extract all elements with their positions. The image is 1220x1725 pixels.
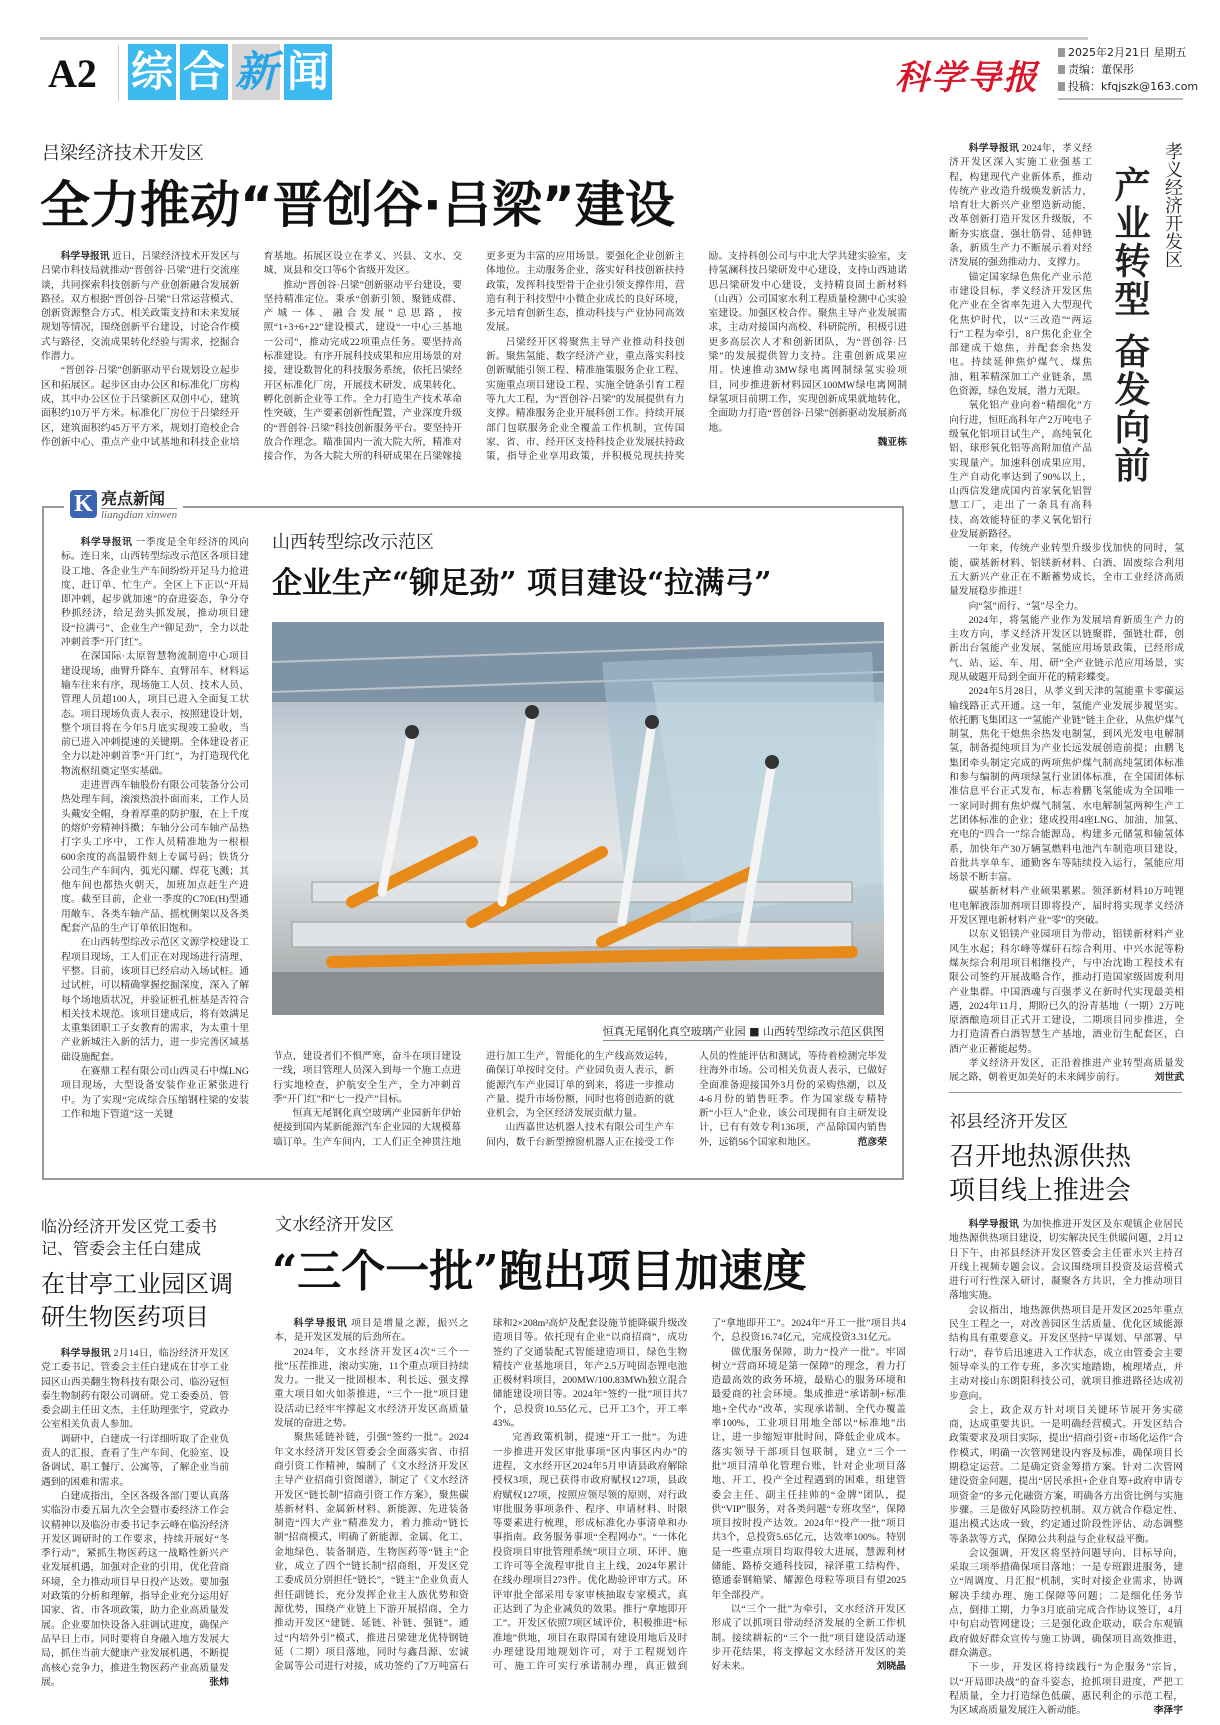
article-headline: 企业生产“铆足劲” 项目建设“拉满弓” xyxy=(272,566,772,601)
author: 范彦荣 xyxy=(857,1136,887,1148)
paragraph: 在赛鼎工程有限公司山西灵石中煤LNG项目现场，大型设备安装作业正紧张进行中。为了实现“完成综合压缩钢柱梁的安装工作和地下管道”这一关键 xyxy=(61,1065,249,1120)
paragraph xyxy=(274,1317,469,1346)
paragraph: 吕梁经开区将聚焦主导产业推动科技创新。聚焦氢能、数字经济产业，重点落实科技创新赋能引领工程、精准施策服务企业工程、实施重点项目建设工程、实施全链条引育工程等九大工程，为“晋创谷·吕梁”的发展提供有力支撑。精准服务企业开展科创工作。持续开展部门包联服务企业全覆盖工作机制，宣传国家、省、市、经开区支持科技企业发展扶持政策，指导企业享用政策，并积极兑现扶持奖励。支持科创公司与中北大学共建实验室，支持氢澜科技吕梁研发中心建设，支持山西迪诺思吕梁研发中心建设，支持精良固土新材料（山西）公司国家水利工程质量检测中心实验室建设。加强区校合作。聚焦主导产业发展需求，主动对接国内高校、科研院所，积极引进更多高层次人才和创新团队，为“晋创谷·吕梁”的发展提供智力支持。注重创新成果应用。快速推动3MW绿电离网制绿氢实验项目，同步推进新材料园区100MW绿电离网制绿氢项目前期工作，实现创新成果就地转化，全面助力打造“晋创谷·吕梁”创新驱动发展新高地。 xyxy=(486,251,907,463)
badge-pinyin: liangdian xinwen xyxy=(101,509,178,521)
paragraph xyxy=(41,1490,229,1690)
k-logo-icon: K xyxy=(70,490,97,518)
article-body xyxy=(41,1347,229,1690)
paragraph: 会议强调，开发区将坚持问题导向、目标导向，采取三项举措确保项目落地：一是专班跟进服务，建立“周调度、月汇报”机制，实时对接企业需求，协调解决手续办理、施工保障等问题；二是细化任务节点，倒排工期，力争3月底前完成合作协议签订，4月中旬启动管网建设；三是强化政企联动，联合东观镇政府做好群众宣传与施工协调，确保项目高效推进，群众满意。 xyxy=(949,1547,1183,1659)
divider xyxy=(118,45,119,101)
factory-photo xyxy=(272,622,884,1015)
top-rule xyxy=(40,37,1088,40)
author: 魏亚栋 xyxy=(877,436,907,448)
badge-title: 亮点新闻 xyxy=(101,489,166,508)
paragraph-text: 一季度是全年经济的风向标。连日来，山西转型综改示范区各项目建设工地、各企业生产车间纷纷开足马力抢进度、赶订单、忙生产。全区上下正以“开局即冲刺，起步就加速”的奋进姿态，争分夺秒抓经济，给足劲头抓发展，推动项目建设“拉满弓”、企业生产“铆足劲”，全力以赴冲刺首季“开门红”。 xyxy=(61,537,250,649)
masthead-logo: 科学导报 xyxy=(895,58,1039,98)
editor: 责编：董保彤 xyxy=(1058,61,1198,78)
paragraph: 向“氢”而行、“氢”尽全力。 xyxy=(968,600,1084,612)
divider xyxy=(1058,98,1183,100)
page-number: A2 xyxy=(48,51,97,96)
divider xyxy=(949,1092,1182,1093)
paragraph xyxy=(949,1218,1183,1304)
article-kicker: 临汾经济开发区党工委书记、管委会主任白建成 xyxy=(41,1217,218,1258)
paragraph xyxy=(711,1603,906,1674)
article-kicker: 文水经济开发区 xyxy=(275,1215,394,1235)
paragraph: 在深国际·太原智慧物流制造中心项目建设现场，曲臂升降车、直臂吊车、材料运输车往来有序，现场施工人员、技术人员、管理人员超100人，项目已进入全面复工状态。项目现场负责人表示，按照建设计划，整个项目将在今年5月底实现竣工验收，当前已进入冲刺提速的关键期。全体建设者正全力以赴冲刺首季“开门红”，为打造现代化物流枢纽奠定坚实基础。 xyxy=(61,651,249,777)
article-headline: “三个一批”跑出项目加速度 xyxy=(272,1246,807,1297)
article-headline: 产业转型 奋发向前 xyxy=(1109,166,1151,485)
paragraph: 走进晋西车轴股份有限公司装备分公司热处理车间，滚滚热浪扑面而来，工作人员头戴安全帽，身着厚重的防护服，在上千度的熔炉旁精神抖擞；车轴分公司车轴产品热打字头工序中，工作人员精准地为一根根600余度的高温锻件刻上专属号码；铁货分公司生产车间内，弧光闪耀、焊花飞溅；其他车间也都热火朝天，加班加点赶生产进度。截至目前，企业一季度的C70E(H)型通用敞车、各类车轴产品、摇枕侧架以及各类配套产品的生产订单依旧饱和。 xyxy=(61,780,249,935)
paragraph: 恒真无尾钢化真空玻璃产业园新年伊始便接到国内某新能源汽车企业园的大规模幕墙订单。生产车间内，工人们正全神贯注地进行加工生产，智能化的生产线高效运转，确保订单按时交付。产业园负责人表示，新能源汽车产业园订单的到来，将进一步推动产量、提升市场份额，同时也将创造新的就业机会，为全区经济发展贡献力量。 xyxy=(273,1051,674,1148)
author: 张炜 xyxy=(209,1676,229,1688)
paragraph: 推动“晋创谷·吕梁”创新驱动平台建设，要坚持精准定位。秉承“创新引领、聚链成群、产城一体、融合发展”总思路，按照“1+3+6+22”建设模式，建设“一中心三基地一公司”，推动完成22项重点任务。要坚持高标准建设。有序开展科技成果和应用场景的对接，建设数智化的科技服务系统，依托吕梁经开区标准化厂房，开展技术研发、成果转化、孵化创新企业等工作。全力打造生产技术革命性突破，生产要素创新性配置，产业深度升级的“晋创谷·吕梁”科技创新服务平台。要坚持开放合作理念。瞄准国内一流大院大所，精准对接合作，为各大院大所的科研成果在吕梁嫁接更多更为丰富的应用场景。要强化企业创新主体地位。主动服务企业，落实好科技创新扶持政策，发挥科技型骨干企业引领支撑作用，营造有利于科技型中小微企业成长的良好环境，多元培育创新生态，推动科技与产业协同高效发展。 xyxy=(263,251,685,463)
lead-tag: 科学导报讯 xyxy=(968,143,1020,154)
author: 李泽宇 xyxy=(1153,1705,1183,1717)
paragraph-text: 项目是增量之源，振兴之本，是开发区发展的后劲所在。 xyxy=(274,1318,469,1344)
article-headline: 全力推动“晋创谷·吕梁”建设 xyxy=(40,176,675,234)
lead-tag: 科学导报讯 xyxy=(293,1318,348,1329)
paragraph xyxy=(949,1661,1183,1718)
paragraph: 2024年，文水经济开发区4次“三个一批”压茬推进，滚动实施，11个重点项目持续发力。一批又一批固根本、利长远、强支撑重大项目如火如荼推进，“三个一批”项目建设活动已经牢牢撑起文水经济开发区高质量发展的奋进之势。 xyxy=(274,1346,469,1430)
lead-tag: 科学导报讯 xyxy=(60,251,110,262)
article-kicker: 孝义经济开发区 xyxy=(1162,142,1183,268)
paragraph-text: 以“三个一批”为牵引，文水经济开发区形成了以抓项目带动经济发展的全新工作机制。接续耕耘的“三个一批”项目建设活动逐步开花结果，将支撑起文水经济开发区的美好未来。 xyxy=(711,1603,906,1673)
paragraph: 以东义铝镁产业园项目为带动，铝镁新材料产业风生水起；科尔峰等煤矸石综合利用、中兴水泥等粉煤灰综合利用项目相继投产，与中冶沈勘工程技术有限公司签约开展战略合作，推动打造国家级固废利用产业集群。中国酒魂与百强孝义在新时代实现最美相遇，2024年11月，期盼已久的汾青基地（一期）2万吨原酒酿造项目正式开工建设，二期项目同步推进，全力打造清香白酒智慧生产基地，酒业衍生配套区，白酒产业正蓄能起势。 xyxy=(949,929,1184,1055)
box-article-bottom-columns xyxy=(273,1050,887,1150)
headline-line: 召开地热源供热 xyxy=(949,1142,1132,1172)
section-title xyxy=(128,44,332,100)
section-char: 新 xyxy=(232,44,280,100)
section-char: 综 xyxy=(128,44,176,100)
paragraph: 节点，建设者们不惧严寒，奋斗在项目建设一线，项目管理人员深入到每一个施工点进行实地检查，护航安全生产，全力冲刺首季“开门红”和“七一投产”目标。 xyxy=(273,1051,461,1105)
paragraph xyxy=(61,536,249,650)
author: 刘世武 xyxy=(1154,1072,1184,1084)
paragraph-text: 白建成指出，全区各级各部门要认真落实临汾市委五届九次全会暨市委经济工作会议精神以及临汾市委书记李云峰在临汾经济开发区调研时的工作要求，持续开展好“冬季行动”，紧抓生物医药这一战略性新兴产业发展机遇，加强对企业的引用，优化营商环境，全力推动项目早日投产达效。要加强对政策的分析和理解，指导企业充分运用好国家、省、市各项政策，助力企业高质量发展。企业要加快设备入驻调试进度，确保产品早日上市。同时要将自身融入地方发展大局，抓住当前大健康产业发展机遇，不断提高核心竞争力，推进生物医药产业高质量发展。 xyxy=(41,1490,229,1688)
paragraph xyxy=(41,250,240,364)
paragraph: 一年来，传统产业转型升级步伐加快的同时，氢能、碳基新材料、铝镁新材料、白酒、固废综合利用五大新兴产业正在不断蓄势成长，全市工业经济高质量发展稳步推进！ xyxy=(949,543,1184,598)
paragraph: 会议指出，地热源供热项目是开发区2025年重点民生工程之一，对改善园区生活质量、优化区域能源结构具有重要意义。开发区坚持“早谋划、早部署、早行动”，春节后迅速进入工作状态，成立由管委会主要领导牵头的工作专班，多次实地踏勘，梳理堵点，并主动对接山东朗阳科技公司，就项目推进路径达成初步意向。 xyxy=(949,1304,1183,1402)
paragraph: “晋创谷·吕梁”创新驱动平台规划设立起步区和拓展区。起步区由办公区和标准化厂房构成，其中办公区位于吕梁新区双创中心，建筑面积约10万平方米。标准化厂房位于吕梁经开区，建筑面积约45万平方米，规划打造校企合作创新中心、重点产业中试基地和科技企业培育基地。拓展区设立在孝义、兴县、文水、交城、岚县和交口等6个省级开发区。 xyxy=(41,251,462,448)
paragraph-text: 为加快推进开发区及东观镇企业居民地热源供热项目建设，切实解决民生供暖问题，2月12日下午，由祁县经济开发区管委会主任霍永兴主持召开线上视频专题会议。会议围绕项目投资及运营模式进行可行性深入研讨，凝聚各方共识，全力推动项目落地实施。 xyxy=(949,1219,1184,1302)
article-body xyxy=(949,1218,1183,1718)
paragraph: 碳基新材料产业硕果累累。领泽新材料10万吨锂电电解液添加剂项目即将投产，届时将实现孝义经济开发区锂电新材料产业“零”的突破。 xyxy=(949,886,1184,927)
lead-tag: 科学导报讯 xyxy=(968,1219,1020,1230)
paragraph-text: 2024年，孝义经济开发区深入实施工业强基工程，构建现代产业新体系，推动传统产业改造升级焕发新活力，培育壮大新兴产业塑造新动能，改革创新打造开发区升级版，不断夯实底盘、强壮筋骨、延伸链条，新质生产力不断展示着对经济发展的强劲推动力、支撑力。 xyxy=(949,143,1093,269)
author: 刘晓晶 xyxy=(876,1661,906,1673)
lead-tag: 科学导报讯 xyxy=(80,537,133,548)
highlight-news-badge xyxy=(64,490,183,522)
paragraph-text: 下一步，开发区将持续践行“为企服务”宗旨，以“开局即决战”的奋斗姿态，抢抓项目进度，严把工程质量，全力打造绿色低碳、惠民利企的示范工程，为区域高质量发展注入新动能。 xyxy=(949,1662,1183,1717)
paragraph xyxy=(949,1057,1184,1086)
section-char: 闻 xyxy=(284,44,332,100)
paragraph: 氧化铝产业向着“精细化”方向行进，恒旺高科年产2万吨电子级氧化铝项目试生产，高纯氧化铝、球形氧化铝等高附加值产品实现量产。加速科创成果应用，生产自动化率达到了90%以上，山西信发建成国内首家氧化铝智慧工厂，走出了一条具有高科技、高效能特征的孝义氧化铝行业发展新路径。 xyxy=(949,400,1092,541)
paragraph: 做优服务保障，助力“投产一批”。牢固树立“营商环境是第一保障”的理念，着力打造最高效的政务环境，最贴心的服务环境和最爱商的社会环境。集成推进“承诺制+标准地+全代办”改革，实现承诺制、全代办覆盖率100%，工业项目用地全部以“标准地”出让，进一步缩短审批时间，降低企业成本。落实领导干部项目包联制，建立“三个一批”项目清单化管理台账，针对企业项目落地、开工、投产全过程遇到的困难，组建管委会主任、副主任挂帅的“金牌”团队，提供“VIP”服务，对各类问题“专班攻坚”，保障项目按时投产达效。2024年“投产一批”项目共3个，总投资5.65亿元，达效率100%。特别是一些重点项目均取得较大进展，慧源利材储能、路桥交通科技园，禄泽重工结构件、德通泰钢箱梁、耀源色母粒等项目有望2025年全部投产。 xyxy=(711,1346,906,1601)
article-body xyxy=(41,250,907,464)
paragraph-text: 山西嘉世达机器人技术有限公司生产车间内，数千台新型擦窗机器人正在接受工作人员的性能评估和测试，等待着检测完毕发往海外市场。公司相关负责人表示，已做好全面准备迎接国外3月份的采购热潮，以及4-6月份的销售旺季。作为国家级专精特新“小巨人”企业，该公司现拥有自主研发设计，已有有效专利136项，产品除国内销售外，远销56个国家和地区。 xyxy=(486,1051,887,1148)
contribute-email: 投稿：kfqjszk@163.com xyxy=(1058,78,1198,95)
paragraph xyxy=(41,1347,229,1433)
photo-caption: 恒真无尾钢化真空玻璃产业园 ■ 山西转型综改示范区供图 xyxy=(603,1023,884,1041)
paragraph: 在山西转型综改示范区文源学校建设工程项目现场，工人们正在对现场进行清理、平整。目前，该项目已经启动入场试桩。通过试桩，可以精确掌握挖掘深度，深入了解每个场地质状况，并验证桩孔桩基是否符合相关技术规范。该项目建成后，将有效满足太重集团职工子女教育的需求，为太重十里产业新城注入新的活力，进一步完善区域基础设施配套。 xyxy=(61,937,249,1063)
paragraph: 完善政策机制，提速“开工一批”。为进一步推进开发区审批事项“区内事区内办”的进程，文水经开区2024年5月申请县政府解除授权3项，现已获得市政府赋权127项，县政府赋权127项，按照应领尽领的原则，对行政审批服务事项条件、程序、申请材料、时限等要素进行梳理，形成标准化办事清单和办事指南。政务服务事项“全程网办”。“一体化投资项目审批管理系统”项目立项、环评、施工许可等全流程审批自主上线，2024年累计在线办理项目273件。优化勘验评审方式。环评审批全部采用专家审核抽取专家模式，真正达到了为企业减负的效果。推行“拿地即开工”。开发区依照7项区域评价，积极推进“标准地”供地，项目在取得国有建设用地后及时办理建设用地规划许可，对于工程规划许可、施工许可实行承诺制办理，真正做到了“拿地即开工”。2024年“开工一批”项目共4个，总投资16.74亿元，完成投资3.31亿元。 xyxy=(492,1318,906,1673)
paragraph: 2024年5月28日，从孝义到天津的氢能重卡零碳运输线路正式开通。这一年，氢能产业发展步履坚实。依托鹏飞集团这一“氢能产业链”链主企业，从焦炉煤气制氢，焦化干熄焦余热发电制氢，到风光发电电解制氢，制备提纯项目为产业长远发展创造前提；由鹏飞集团牵头制定完成的两项焦炉煤气制高纯氢团体标准和参与编制的两项绿氢行业团体标准，在全国团体标准信息平台正式发布，标志着鹏飞氢能成为全国唯一一家同时拥有焦炉煤气制氢、水电解制氢两种生产工艺团体标准的企业；建成投用4座LNG、加油、加氢、充电的“四合一”综合能源岛，构建多元储氢和输氢体系，加快年产30万辆氢燃料电池汽车制造项目建设，首批共享单车、通勤客车等陆续投入运行，氢能应用场景不断丰富。 xyxy=(949,686,1184,884)
paragraph: 聚焦延链补链，引强“签约一批”。2024年文水经济开发区管委会全面落实省、市招商引资工作精神，编制了《文水经济开发区主导产业招商引资图谱》，制定了《文水经济开发区“链长制”招商引资工作方案》，聚焦碳基新材料、金属新材料、新能源、先进装备制造“四大产业”精准发力，着力推动“链长制”招商模式，明确了新能源、金属、化工、金地绿色、装备制造、生物医药等“链主”企业，成立了四个“链长制”招商组，开发区党工委成员分别担任“链长”，“链主”企业负责人担任副链长，充分发挥企业主人族优势和资源优势，围绕产业链上下游开展招商，全力推动开发区“建链、延链、补链、强链”。通过“内培外引”模式，推进吕梁建龙优特钢链延（二期）项目落地，同时与鑫昌源、宏诚金属等公司进行对接，成功签约了7万吨富石球和2×208m³高炉及配套设施节能降碳升级改造项目等。依托现有企业“以商招商”，成功签约了交通装配式智能建造项目，绿色生物精技产业基地项目，年产2.5万吨固态锂电池正极材料项目，200MW/100.83MWh独立混合储能建设项目等。2024年“签约一批”项目共7个，总投资10.55亿元，已开工3个，开工率43%。 xyxy=(274,1318,688,1673)
xiaoyi-article xyxy=(949,142,1184,1086)
article-kicker: 祁县经济开发区 xyxy=(949,1112,1068,1132)
section-char: 合 xyxy=(180,44,228,100)
paragraph: 2024年，将氢能产业作为发展培育新质生产力的主攻方向，孝义经济开发区以链聚群，强链壮群，创新出台氢能产业发展、氢能应用场景政策，已经形成气、站、运、车、用、研”全产业链示范应用场景，实现从破题开局到全面开花的精彩蝶变。 xyxy=(949,614,1184,683)
paragraph-text: 2月14日，临汾经济开发区党工委书记、管委会主任白建成在甘亭工业园区山西美翻生物科技有限公司、临汾冠恒泰生物制药有限公司调研。党工委委员、管委会副主任田文杰，主任助理张宇，党政办公室相关负责人参加。 xyxy=(41,1348,229,1431)
box-article-left-column xyxy=(61,536,249,1122)
lead-tag: 科学导报讯 xyxy=(60,1348,111,1359)
issue-meta xyxy=(1058,44,1198,95)
article-headline xyxy=(949,1140,1131,1208)
vertical-title xyxy=(1092,142,1184,519)
article-body xyxy=(274,1317,906,1674)
headline-line: 项目线上推进会 xyxy=(949,1176,1132,1206)
paragraph-text: 近日，吕梁经济技术开发区与吕梁市科技局就推动“晋创谷·吕梁”进行交流座谈，共同探索科技创新与产业创新融合发展新路径。双方根据“晋创谷·吕梁”日常运营模式、创新资源整合方式、相关政策支持和未来发展规划等情况，围绕创新平台建设，讨论合作模式与路径，交流成果转化经验与需求，挖掘合作潜力。 xyxy=(41,251,240,363)
article-headline: 在甘亭工业园区调研生物医药项目 xyxy=(41,1270,233,1331)
paragraph-text: 孝义经济开发区，正沿着推进产业转型高质量发展之路，朝着更加美好的未来阔步前行。 xyxy=(949,1058,1184,1084)
article-kicker: 山西转型综改示范区 xyxy=(272,532,434,553)
paragraph: 锚定国家绿色焦化产业示范市建设目标，孝义经济开发区焦化产业在全省率先进入大型现代化焦炉时代，以“三改造”“两运行”工程为牵引，8户焦化企业全部建成干熄焦，并配套余热发电。持续延伸焦炉煤气、煤焦油、粗苯精深加工产业链条，黑色资源，绿色发展，潜力无限。 xyxy=(949,271,1092,398)
paragraph: 会上，政企双方针对项目关键环节展开务实磋商，达成重要共识。一是明确经营模式。开发区结合政策要求及项目实际，提出“招商引资+市场化运作”合作模式，明确一次管网建设内容及标准，确保项目长期稳定运营。二是确定资金筹措方案。针对二次管网建设资金问题，提出“居民承担+企业自筹+政府申请专项资金”的多元化融资方案，明确各方出资比例与实施步骤。三是做好风险防控机制。双方就合作稳定性、退出模式达成一致，约定通过阶段性评估、动态调整等条款等方式，保障公共利益与企业权益平衡。 xyxy=(949,1404,1183,1545)
issue-date: 2025年2月21日 星期五 xyxy=(1058,44,1198,61)
article-kicker: 吕梁经济技术开发区 xyxy=(42,143,204,164)
factory-photo-illustration xyxy=(272,622,884,1015)
badge-text xyxy=(101,490,177,522)
paragraph: 调研中，白建成一行详细听取了企业负责人的汇报，查看了生产车间、化验室、设备调试、职工餐厅、公寓等，了解企业当前遇到的困难和需求。 xyxy=(41,1433,229,1488)
